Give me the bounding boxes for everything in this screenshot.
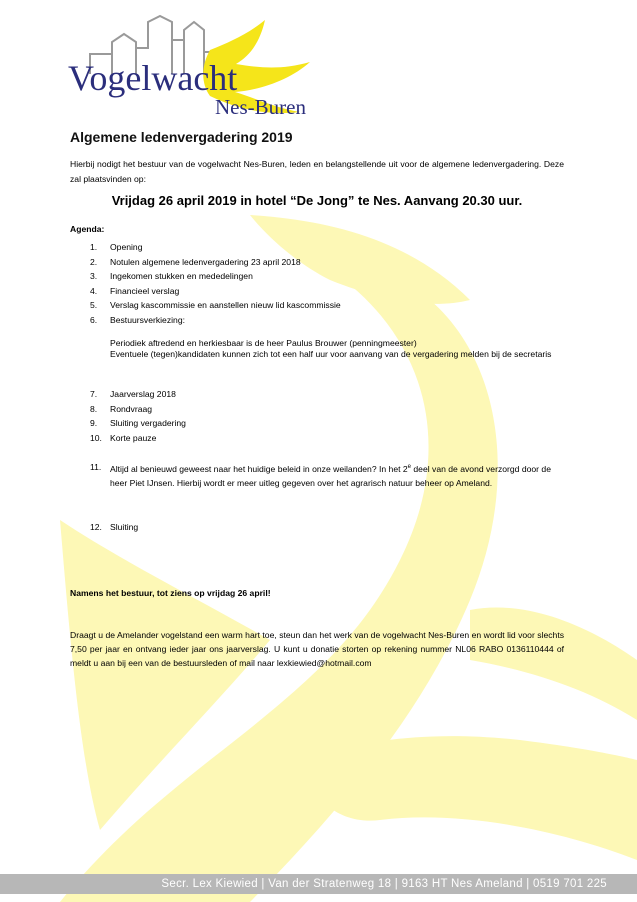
agenda-number: 11. — [90, 462, 102, 472]
agenda-text: Sluiting — [110, 522, 139, 532]
logo-word-nes-buren: Nes-Buren — [215, 95, 306, 119]
agenda-text: Financieel verslag — [110, 286, 180, 296]
agenda-number: 3. — [90, 271, 98, 281]
footer-bar — [0, 874, 637, 894]
agenda-number: 5. — [90, 300, 98, 310]
logo-word-vogelwacht: Vogelwacht — [68, 58, 238, 98]
agenda-text-part: deel van de avond verzorgd door de heer Piet IJnsen. Hierbij wordt er meer uitleg gegeven over het agrarisch natuur beheer op Ameland. — [110, 463, 551, 488]
document-title: Algemene ledenvergadering 2019 — [70, 129, 293, 145]
agenda-text: Rondvraag — [110, 404, 153, 414]
agenda-text: Bestuursverkiezing: — [110, 315, 185, 325]
agenda-text: Ingekomen stukken en mededelingen — [110, 271, 253, 281]
agenda-text: Opening — [110, 242, 143, 252]
footer-text: Secr. Lex Kiewied | Van der Stratenweg 18 | 9163 HT Nes Ameland | 0519 701 225 — [161, 878, 607, 890]
election-note: Periodiek aftredend en herkiesbaar is de heer Paulus Brouwer (penningmeester) — [110, 338, 417, 348]
agenda-number: 8. — [90, 404, 98, 414]
agenda-text: Notulen algemene ledenvergadering 23 april 2018 — [110, 257, 301, 267]
agenda-number: 1. — [90, 242, 98, 252]
agenda-text-part: Altijd al benieuwd geweest naar het huidige beleid in onze weilanden? In het 2 — [110, 463, 408, 474]
closing-line: Namens het bestuur, tot ziens op vrijdag 26 april! — [70, 588, 271, 598]
agenda-text: Jaarverslag 2018 — [110, 389, 176, 399]
election-note: Eventuele (tegen)kandidaten kunnen zich tot een half uur voor aanvang van de vergadering melden bij de secretaris — [110, 349, 552, 359]
agenda-number: 4. — [90, 286, 98, 296]
agenda-text — [110, 460, 564, 490]
agenda-number: 7. — [90, 389, 98, 399]
agenda-label: Agenda: — [70, 224, 105, 234]
agenda-number: 2. — [90, 257, 98, 267]
meeting-headline: Vrijdag 26 april 2019 in hotel “De Jong” te Nes. Aanvang 20.30 uur. — [111, 193, 523, 208]
agenda-number: 12. — [90, 522, 102, 532]
agenda-text: Korte pauze — [110, 433, 157, 443]
agenda-number: 10. — [90, 433, 102, 443]
membership-paragraph: Draagt u de Amelander vogelstand een warm hart toe, steun dan het werk van de vogelwacht Nes-Buren en wordt lid voor slechts 7,50 per jaar en ontvang ieder jaar ons jaarverslag. U kunt u donatie storten op rekening nummer NL06 RABO 0136110444 of meldt u aan bij een van de bestuursleden of mail naar lexkiewied@hotmail.com — [70, 630, 564, 668]
agenda-number: 6. — [90, 315, 98, 325]
intro-paragraph: Hierbij nodigt het bestuur van de vogelwacht Nes-Buren, leden en belangstellende uit voor de algemene ledenvergadering. Deze zal plaatsvinden op: — [70, 159, 564, 184]
agenda-text: Verslag kascommissie en aanstellen nieuw lid kascommissie — [110, 300, 341, 310]
superscript: e — [407, 464, 411, 470]
agenda-text: Sluiting vergadering — [110, 418, 186, 428]
agenda-number: 9. — [90, 418, 98, 428]
vogelwacht-logo — [60, 12, 320, 122]
